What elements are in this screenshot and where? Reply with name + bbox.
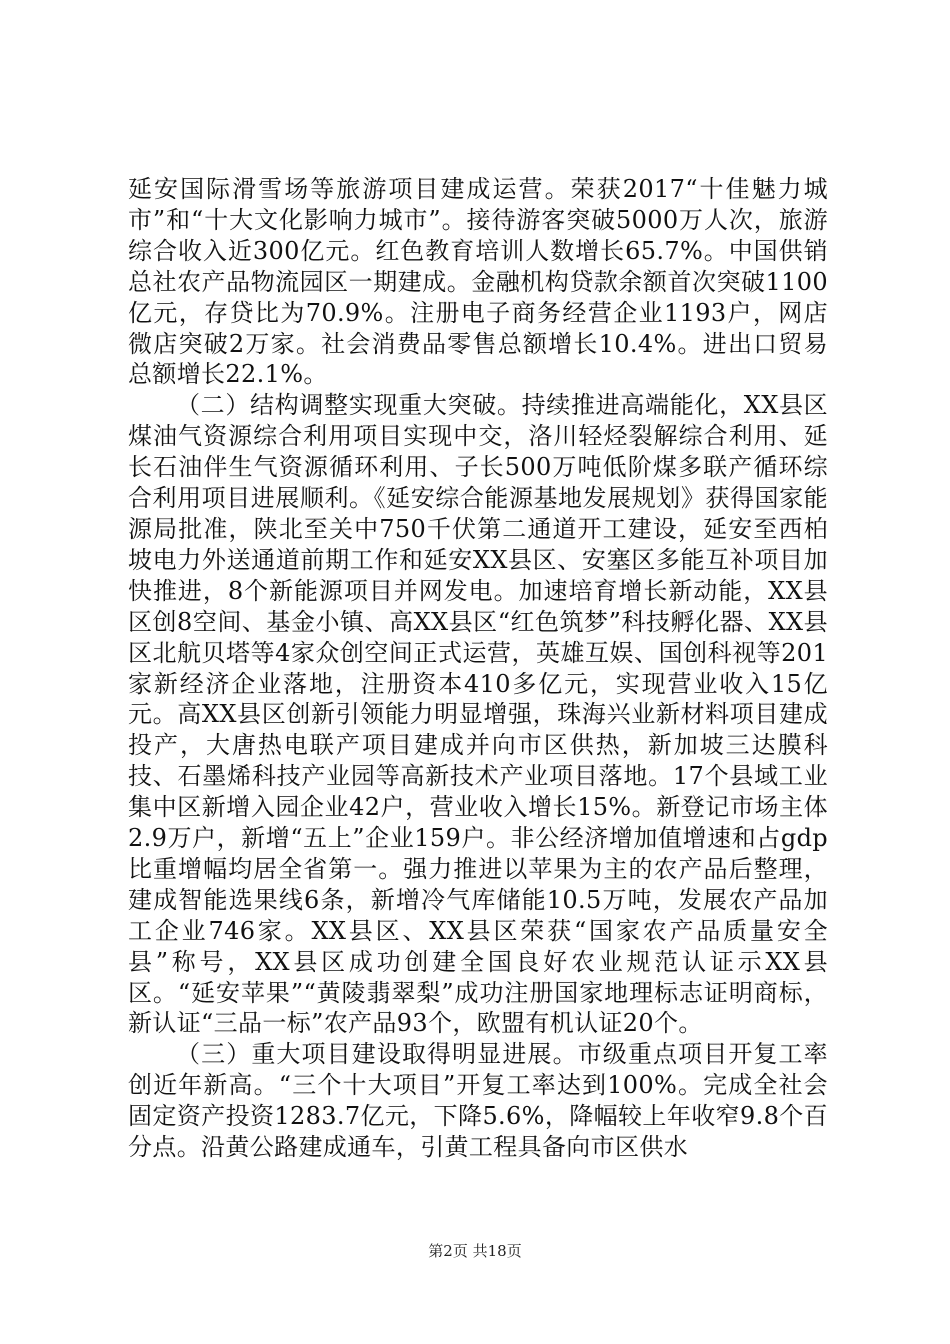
paragraph-2: （二）结构调整实现重大突破。持续推进高端能化，XX县区煤油气资源综合利用项目实现中交，洛川轻烃裂解综合利用、延长石油伴生气资源循环利用、子长500万吨低阶煤多联产循环综合利用项目进展顺利。《延安综合能源基地发展规划》获得国家能源局批准，陕北至关中750千伏第二通道开工建设，延安至西柏坡电力外送通道前期工作和延安XX县区、安塞区多能互补项目加快推进，8个新能源项目并网发电。加速培育增长新动能，XX县区创8空间、基金小镇、高XX县区“红色筑梦”科技孵化器、XX县区北航贝塔等4家众创空间正式运营，英雄互娱、国创科视等201家新经济企业落地，注册资本410多亿元，实现营业收入15亿元。高XX县区创新引领能力明显增强，珠海兴业新材料项目建成投产，大唐热电联产项目建成并向市区供热，新加坡三达膜科技、石墨烯科技产业园等高新技术产业项目落地。17个县域工业集中区新增入园企业42户，营业收入增长15%。新登记市场主体2.9万户，新增“五上”企业159户。非公经济增加值增速和占gdp比重增幅均居全省第一。强力推进以苹果为主的农产品后整理，建成智能选果线6条，新增冷气库储能10.5万吨，发展农产品加工企业746家。XX县区、XX县区荣获“国家农产品质量安全县”称号，XX县区成功创建全国良好农业规范认证示XX县区。“延安苹果”“黄陵翡翠梨”成功注册国家地理标志证明商标，新认证“三品一标”农产品93个，欧盟有机认证20个。 <box>128 391 828 1038</box>
document-body <box>128 174 828 1163</box>
page-footer: 第2页 共18页 <box>428 1242 522 1260</box>
paragraph-1: 延安国际滑雪场等旅游项目建成运营。荣获2017“十佳魅力城市”和“十大文化影响力城市”。接待游客突破5000万人次，旅游综合收入近300亿元。红色教育培训人数增长65.7%。中国供销总社农产品物流园区一期建成。金融机构贷款余额首次突破1100亿元，存贷比为70.9%。注册电子商务经营企业1193户，网店微店突破2万家。社会消费品零售总额增长10.4%。进出口贸易总额增长22.1%。 <box>128 175 828 389</box>
paragraph-3: （三）重大项目建设取得明显进展。市级重点项目开复工率创近年新高。“三个十大项目”开复工率达到100%。完成全社会固定资产投资1283.7亿元，下降5.6%，降幅较上年收窄9.8个百分点。沿黄公路建成通车，引黄工程具备向市区供水 <box>128 1040 828 1162</box>
